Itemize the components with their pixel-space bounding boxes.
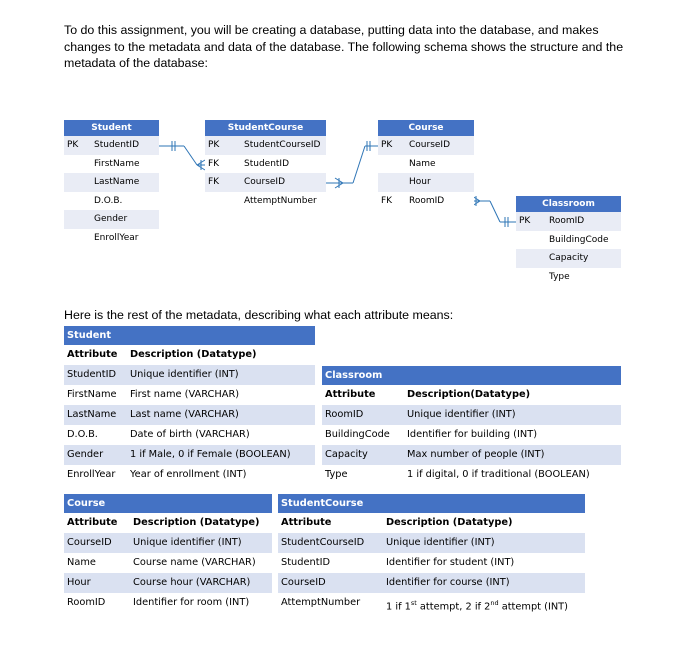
attribute-cell: Name bbox=[67, 557, 96, 568]
metadata-row bbox=[278, 553, 585, 573]
metadata-table-studentcourse bbox=[278, 494, 585, 613]
attribute-cell: BuildingCode bbox=[325, 429, 390, 440]
description-cell: Date of birth (VARCHAR) bbox=[130, 429, 250, 440]
attribute-cell: Type bbox=[325, 469, 348, 480]
attribute-cell: CourseID bbox=[281, 577, 326, 588]
metadata-table-title: Student bbox=[64, 326, 315, 345]
attribute-cell: CourseID bbox=[67, 537, 112, 548]
attribute-cell: D.O.B. bbox=[67, 429, 98, 440]
metadata-row bbox=[64, 533, 272, 553]
key-label: FK bbox=[381, 195, 393, 206]
description-cell: First name (VARCHAR) bbox=[130, 389, 240, 400]
key-label: FK bbox=[208, 158, 220, 169]
attribute-name: EnrollYear bbox=[94, 232, 139, 243]
metadata-row bbox=[64, 365, 315, 385]
ordinal-suffix: nd bbox=[490, 599, 499, 607]
metadata-row bbox=[278, 573, 585, 593]
intro-paragraph: To do this assignment, you will be creating a database, putting data into the database, and makes changes to the metadata and data of the database. The following schema shows the structure and the metadata of the database: bbox=[64, 23, 624, 70]
attribute-name: StudentID bbox=[94, 140, 140, 150]
metadata-table-title: StudentCourse bbox=[278, 494, 585, 513]
description-cell bbox=[386, 593, 568, 617]
attribute-cell: StudentID bbox=[281, 557, 330, 568]
attribute-name: Capacity bbox=[549, 253, 589, 263]
attribute-name: CourseID bbox=[409, 140, 451, 150]
metadata-column-header bbox=[64, 345, 315, 365]
attribute-cell: RoomID bbox=[325, 409, 364, 420]
attribute-header: Attribute bbox=[281, 517, 332, 528]
attribute-header: Attribute bbox=[325, 389, 376, 400]
metadata-row bbox=[322, 425, 621, 445]
attribute-name: CourseID bbox=[244, 177, 286, 187]
schema-row bbox=[64, 192, 159, 211]
metadata-row bbox=[64, 553, 272, 573]
schema-table-title: Course bbox=[378, 120, 474, 136]
attribute-cell: AttemptNumber bbox=[281, 597, 361, 608]
metadata-row bbox=[322, 465, 621, 485]
attribute-cell: LastName bbox=[67, 409, 117, 420]
description-cell: 1 if Male, 0 if Female (BOOLEAN) bbox=[130, 449, 291, 460]
schema-row bbox=[205, 173, 326, 192]
schema-row bbox=[64, 210, 159, 229]
key-label: PK bbox=[67, 140, 79, 150]
metadata-row bbox=[64, 385, 315, 405]
attribute-header: Attribute bbox=[67, 517, 118, 528]
schema-table-title: Classroom bbox=[516, 196, 621, 212]
metadata-table-title: Classroom bbox=[322, 366, 621, 385]
description-header: Description (Datatype) bbox=[386, 517, 513, 528]
attribute-header: Attribute bbox=[67, 349, 118, 360]
attribute-name: Name bbox=[409, 158, 436, 169]
attribute-name: RoomID bbox=[549, 216, 585, 226]
schema-row bbox=[516, 212, 621, 231]
schema-row bbox=[516, 231, 621, 250]
schema-row bbox=[378, 155, 474, 174]
schema-row bbox=[64, 229, 159, 248]
metadata-row bbox=[64, 445, 315, 465]
schema-row bbox=[205, 155, 326, 174]
schema-row bbox=[378, 136, 474, 155]
description-cell: Unique identifier (INT) bbox=[407, 409, 516, 420]
description-cell: Last name (VARCHAR) bbox=[130, 409, 239, 420]
metadata-intro: Here is the rest of the metadata, describing what each attribute means: bbox=[64, 308, 454, 322]
description-text: attempt, 2 if 2 bbox=[416, 601, 491, 613]
attribute-name: Hour bbox=[409, 177, 431, 187]
description-header: Description(Datatype) bbox=[407, 389, 531, 400]
attribute-name: StudentCourseID bbox=[244, 140, 321, 150]
schema-row bbox=[516, 268, 621, 287]
metadata-row bbox=[64, 465, 315, 485]
key-label: PK bbox=[381, 140, 393, 150]
attribute-cell: RoomID bbox=[67, 597, 106, 608]
description-cell: 1 if digital, 0 if traditional (BOOLEAN) bbox=[407, 469, 590, 480]
metadata-column-header bbox=[322, 385, 621, 405]
schema-table-course bbox=[378, 120, 474, 210]
key-label: PK bbox=[519, 216, 531, 226]
metadata-table-student bbox=[64, 326, 315, 485]
metadata-column-header bbox=[64, 513, 272, 533]
schema-row bbox=[64, 173, 159, 192]
key-label: FK bbox=[208, 177, 220, 187]
schema-table-classroom bbox=[516, 196, 621, 286]
description-cell: Unique identifier (INT) bbox=[130, 369, 239, 380]
attribute-cell: StudentCourseID bbox=[281, 537, 365, 548]
description-cell: Course name (VARCHAR) bbox=[133, 557, 256, 568]
description-header: Description (Datatype) bbox=[133, 517, 260, 528]
attribute-name: Type bbox=[549, 271, 570, 282]
attribute-name: StudentID bbox=[244, 158, 290, 169]
schema-row bbox=[64, 136, 159, 155]
metadata-row bbox=[322, 445, 621, 465]
metadata-row bbox=[64, 405, 315, 425]
attribute-cell: Hour bbox=[67, 577, 91, 588]
attribute-name: RoomID bbox=[409, 195, 445, 206]
metadata-table-course bbox=[64, 494, 272, 613]
attribute-name: BuildingCode bbox=[549, 234, 609, 245]
description-cell: Identifier for student (INT) bbox=[386, 557, 515, 568]
schema-table-studentcourse bbox=[205, 120, 326, 210]
metadata-row bbox=[64, 573, 272, 593]
schema-row bbox=[205, 136, 326, 155]
description-text: 1 if 1 bbox=[386, 601, 411, 613]
description-cell: Year of enrollment (INT) bbox=[130, 469, 247, 480]
schema-row bbox=[64, 155, 159, 174]
attribute-name: D.O.B. bbox=[94, 195, 123, 206]
attribute-name: Gender bbox=[94, 214, 128, 224]
schema-row bbox=[516, 249, 621, 268]
schema-row bbox=[205, 192, 326, 211]
description-cell: Identifier for room (INT) bbox=[133, 597, 250, 608]
attribute-name: LastName bbox=[94, 177, 140, 187]
schema-table-title: StudentCourse bbox=[205, 120, 326, 136]
schema-table-student bbox=[64, 120, 159, 247]
metadata-row bbox=[64, 425, 315, 445]
schema-table-title: Student bbox=[64, 120, 159, 136]
description-cell: Unique identifier (INT) bbox=[133, 537, 242, 548]
schema-row bbox=[378, 192, 474, 211]
attribute-cell: Capacity bbox=[325, 449, 368, 460]
schema-row bbox=[378, 173, 474, 192]
description-cell: Max number of people (INT) bbox=[407, 449, 545, 460]
description-text: attempt (INT) bbox=[498, 601, 568, 613]
attribute-cell: EnrollYear bbox=[67, 469, 116, 480]
description-cell: Identifier for building (INT) bbox=[407, 429, 538, 440]
attribute-cell: Gender bbox=[67, 449, 104, 460]
attribute-cell: StudentID bbox=[67, 369, 116, 380]
metadata-column-header bbox=[278, 513, 585, 533]
description-cell: Unique identifier (INT) bbox=[386, 537, 495, 548]
metadata-row bbox=[64, 593, 272, 613]
metadata-row bbox=[278, 593, 585, 613]
description-cell: Identifier for course (INT) bbox=[386, 577, 510, 588]
metadata-row bbox=[322, 405, 621, 425]
ordinal-suffix: st bbox=[410, 599, 417, 607]
attribute-name: AttemptNumber bbox=[244, 195, 317, 206]
key-label: PK bbox=[208, 140, 220, 150]
attribute-name: FirstName bbox=[94, 158, 140, 169]
description-cell: Course hour (VARCHAR) bbox=[133, 577, 251, 588]
description-header: Description (Datatype) bbox=[130, 349, 257, 360]
attribute-cell: FirstName bbox=[67, 389, 117, 400]
metadata-table-classroom bbox=[322, 366, 621, 485]
metadata-row bbox=[278, 533, 585, 553]
metadata-table-title: Course bbox=[64, 494, 272, 513]
